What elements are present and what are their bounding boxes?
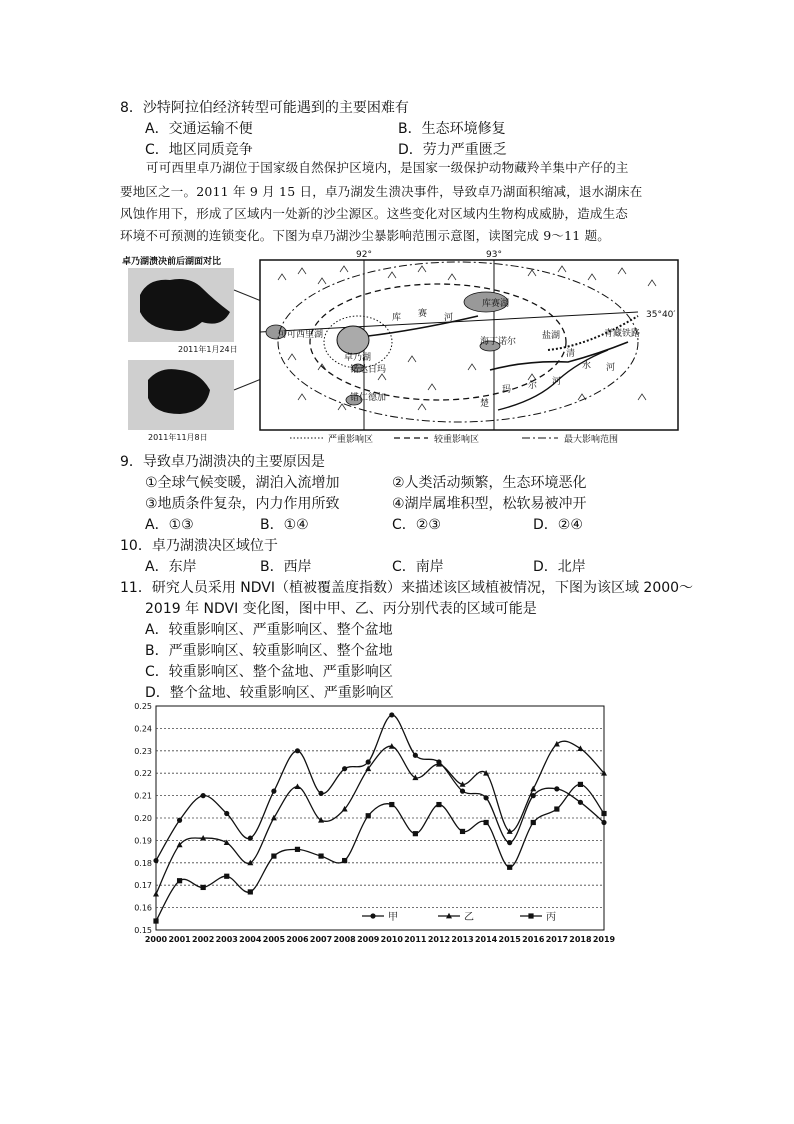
series-1-point bbox=[389, 712, 394, 717]
series-2-point bbox=[530, 786, 536, 792]
q9-option-c: C．②③ bbox=[392, 517, 441, 533]
x-tick-label: 2001 bbox=[168, 935, 191, 944]
q9-stem: 9．导致卓乃湖溃决的主要原因是 bbox=[120, 454, 325, 470]
series-3-point bbox=[531, 820, 536, 825]
q9-item-3: ③地质条件复杂，内力作用所致 bbox=[145, 496, 340, 512]
series-3-point bbox=[271, 853, 276, 858]
ndvi-chart-svg bbox=[120, 700, 620, 950]
series-3-point bbox=[295, 847, 300, 852]
q10-option-b: B．西岸 bbox=[260, 559, 312, 575]
series-3-point bbox=[484, 820, 489, 825]
series-3-point bbox=[177, 878, 182, 883]
x-tick-label: 2009 bbox=[357, 935, 380, 944]
x-tick-label: 2015 bbox=[498, 935, 521, 944]
place-yanhu: 盐湖 bbox=[542, 331, 561, 341]
x-tick-label: 2000 bbox=[144, 935, 168, 944]
q9-item-4: ④湖岸属堆积型，松软易被冲开 bbox=[392, 496, 587, 512]
place-cuodarima: 错达日玛 bbox=[350, 365, 387, 375]
q9-item-1: ①全球气候变暖，湖泊入流增加 bbox=[145, 475, 340, 491]
place-qingzang-railway: 青藏铁路 bbox=[604, 329, 641, 339]
q9-option-a: A．①③ bbox=[145, 517, 194, 533]
place-zhuonai-lake: 卓乃湖 bbox=[344, 353, 372, 363]
place-chu: 楚 bbox=[480, 399, 490, 409]
series-1-point bbox=[177, 818, 182, 823]
y-tick-label: 0.18 bbox=[134, 858, 152, 868]
x-tick-label: 2008 bbox=[333, 935, 356, 944]
x-tick-label: 2018 bbox=[569, 935, 592, 944]
series-1-point bbox=[554, 786, 559, 791]
legend-severe: 严重影响区 bbox=[328, 435, 374, 445]
x-tick-label: 2006 bbox=[286, 935, 309, 944]
q9-item-2: ②人类活动频繁，生态环境恶化 bbox=[392, 475, 587, 491]
series-3-point bbox=[342, 858, 347, 863]
q11-stem-line1: 11．研究人员采用 NDVI（植被覆盖度指数）来描述该区域植被情况，下图为该区域 2000～ bbox=[120, 580, 694, 596]
place-haiding-nuoer: 海丁诺尔 bbox=[480, 337, 517, 347]
legend-marker-3 bbox=[528, 913, 533, 918]
series-1-point bbox=[342, 766, 347, 771]
place-cuorendejia: 错仁德加 bbox=[350, 393, 387, 403]
series-1-point bbox=[224, 811, 229, 816]
y-tick-label: 0.17 bbox=[134, 881, 152, 891]
series-3-point bbox=[248, 889, 253, 894]
series-2-point bbox=[294, 783, 300, 789]
y-tick-label: 0.25 bbox=[134, 702, 152, 711]
legend-label-2: 乙 bbox=[464, 912, 474, 923]
series-1-point bbox=[271, 789, 276, 794]
passage-line-2: 要地区之一。2011 年 9 月 15 日，卓乃湖发生溃决事件，导致卓乃湖面积缩减，退水湖床在 bbox=[120, 184, 643, 199]
passage-line-1: 可可西里卓乃湖位于国家级自然保护区境内，是国家一级保护动物藏羚羊集中产仔的主 bbox=[146, 160, 629, 175]
q11-option-a: A．较重影响区、严重影响区、整个盆地 bbox=[145, 622, 393, 638]
q11-option-d: D．整个盆地、较重影响区、严重影响区 bbox=[145, 685, 394, 701]
photo-title: 卓乃湖溃决前后湖面对比 bbox=[122, 257, 222, 267]
passage-line-3: 风蚀作用下，形成了区域内一处新的沙尘源区。这些变化对区域内生物构成威胁，造成生态 bbox=[120, 206, 629, 221]
series-1-point bbox=[601, 820, 606, 825]
longitude-93: 93° bbox=[486, 250, 502, 260]
q10-option-c: C．南岸 bbox=[392, 559, 444, 575]
series-1-point bbox=[507, 840, 512, 845]
place-qing: 清 bbox=[566, 349, 576, 359]
map-figure bbox=[118, 250, 680, 446]
x-tick-label: 2014 bbox=[474, 935, 498, 944]
series-1-point bbox=[413, 753, 418, 758]
y-tick-label: 0.15 bbox=[134, 926, 152, 935]
place-keke-xili-lake: 可可西里湖 bbox=[278, 330, 324, 340]
q8-option-a: A．交通运输不便 bbox=[145, 121, 253, 137]
y-tick-label: 0.22 bbox=[134, 769, 152, 779]
q10-stem: 10．卓乃湖溃决区域位于 bbox=[120, 538, 278, 554]
series-1-point bbox=[318, 791, 323, 796]
series-1-point bbox=[201, 793, 206, 798]
series-1-point bbox=[295, 748, 300, 753]
legend-label-1: 甲 bbox=[388, 912, 398, 923]
q8-option-d: D．劳力严重匮乏 bbox=[398, 142, 507, 158]
y-tick-label: 0.16 bbox=[134, 903, 152, 913]
q8-option-c: C．地区同质竞争 bbox=[145, 142, 253, 158]
q9-option-b: B．①④ bbox=[260, 517, 309, 533]
legend-label-3: 丙 bbox=[546, 912, 556, 923]
photo2-date: 2011年11月8日 bbox=[148, 433, 208, 442]
legend-max: 最大影响范围 bbox=[564, 435, 619, 445]
q10-option-a: A．东岸 bbox=[145, 559, 197, 575]
place-he3: 河 bbox=[606, 363, 616, 373]
series-3-point bbox=[153, 918, 158, 923]
place-he2: 河 bbox=[552, 377, 562, 387]
q11-option-b: B．严重影响区、较重影响区、整个盆地 bbox=[145, 643, 393, 659]
series-3-point bbox=[460, 829, 465, 834]
x-tick-label: 2012 bbox=[427, 935, 451, 944]
series-3-point bbox=[318, 853, 323, 858]
x-tick-label: 2004 bbox=[239, 935, 262, 944]
place-he: 河 bbox=[444, 313, 454, 323]
series-3-point bbox=[436, 802, 441, 807]
x-tick-label: 2013 bbox=[451, 935, 474, 944]
series-3-point bbox=[389, 802, 394, 807]
x-tick-label: 2011 bbox=[404, 935, 427, 944]
series-line-3 bbox=[156, 784, 604, 921]
place-kusai-lake: 库赛湖 bbox=[482, 299, 510, 309]
q8-option-b: B．生态环境修复 bbox=[398, 121, 506, 137]
series-3-point bbox=[578, 782, 583, 787]
passage-line-4: 环境不可预测的连锁变化。下图为卓乃湖沙尘暴影响范围示意图，读图完成 9～11 题。 bbox=[120, 228, 611, 243]
series-2-point bbox=[554, 741, 560, 747]
q10-option-d: D．北岸 bbox=[533, 559, 586, 575]
y-tick-label: 0.21 bbox=[134, 791, 152, 801]
series-3-point bbox=[507, 865, 512, 870]
x-tick-label: 2019 bbox=[592, 935, 616, 944]
series-1-point bbox=[366, 759, 371, 764]
x-tick-label: 2010 bbox=[380, 935, 403, 944]
x-tick-label: 2002 bbox=[192, 935, 215, 944]
y-tick-label: 0.19 bbox=[134, 836, 152, 846]
ndvi-chart bbox=[120, 700, 620, 950]
x-tick-label: 2005 bbox=[262, 935, 286, 944]
place-ku: 库 bbox=[392, 313, 402, 323]
q11-stem-line2: 2019 年 NDVI 变化图，图中甲、乙、丙分别代表的区域可能是 bbox=[145, 601, 537, 617]
series-1-point bbox=[484, 795, 489, 800]
place-ma: 玛 bbox=[502, 385, 512, 395]
x-tick-label: 2017 bbox=[545, 935, 568, 944]
series-line-1 bbox=[156, 715, 604, 861]
series-3-point bbox=[366, 813, 371, 818]
x-tick-label: 2007 bbox=[309, 935, 333, 944]
series-1-point bbox=[460, 789, 465, 794]
legend-heavy: 较重影响区 bbox=[434, 435, 480, 445]
place-sai: 赛 bbox=[418, 309, 428, 319]
x-tick-label: 2003 bbox=[215, 935, 238, 944]
series-3-point bbox=[224, 874, 229, 879]
series-1-point bbox=[248, 836, 253, 841]
y-tick-label: 0.23 bbox=[134, 746, 152, 756]
place-er: 尔 bbox=[528, 381, 538, 391]
q11-option-c: C．较重影响区、整个盆地、严重影响区 bbox=[145, 664, 393, 680]
series-2-point bbox=[153, 891, 159, 897]
legend-marker-1 bbox=[370, 913, 375, 918]
series-1-point bbox=[153, 858, 158, 863]
series-1-point bbox=[578, 800, 583, 805]
x-tick-label: 2016 bbox=[522, 935, 545, 944]
longitude-92: 92° bbox=[356, 250, 372, 260]
latitude-label: 35°40′ bbox=[646, 310, 676, 320]
series-2-point bbox=[483, 770, 489, 776]
q9-option-d: D．②④ bbox=[533, 517, 583, 533]
photo1-date: 2011年1月24日 bbox=[178, 345, 238, 354]
series-3-point bbox=[554, 806, 559, 811]
series-3-point bbox=[413, 831, 418, 836]
series-3-point bbox=[201, 885, 206, 890]
q8-stem: 8．沙特阿拉伯经济转型可能遇到的主要困难有 bbox=[120, 100, 409, 116]
place-shui: 水 bbox=[582, 361, 592, 371]
series-3-point bbox=[601, 811, 606, 816]
y-tick-label: 0.20 bbox=[134, 814, 152, 823]
series-2-point bbox=[577, 745, 583, 751]
y-tick-label: 0.24 bbox=[134, 724, 152, 734]
